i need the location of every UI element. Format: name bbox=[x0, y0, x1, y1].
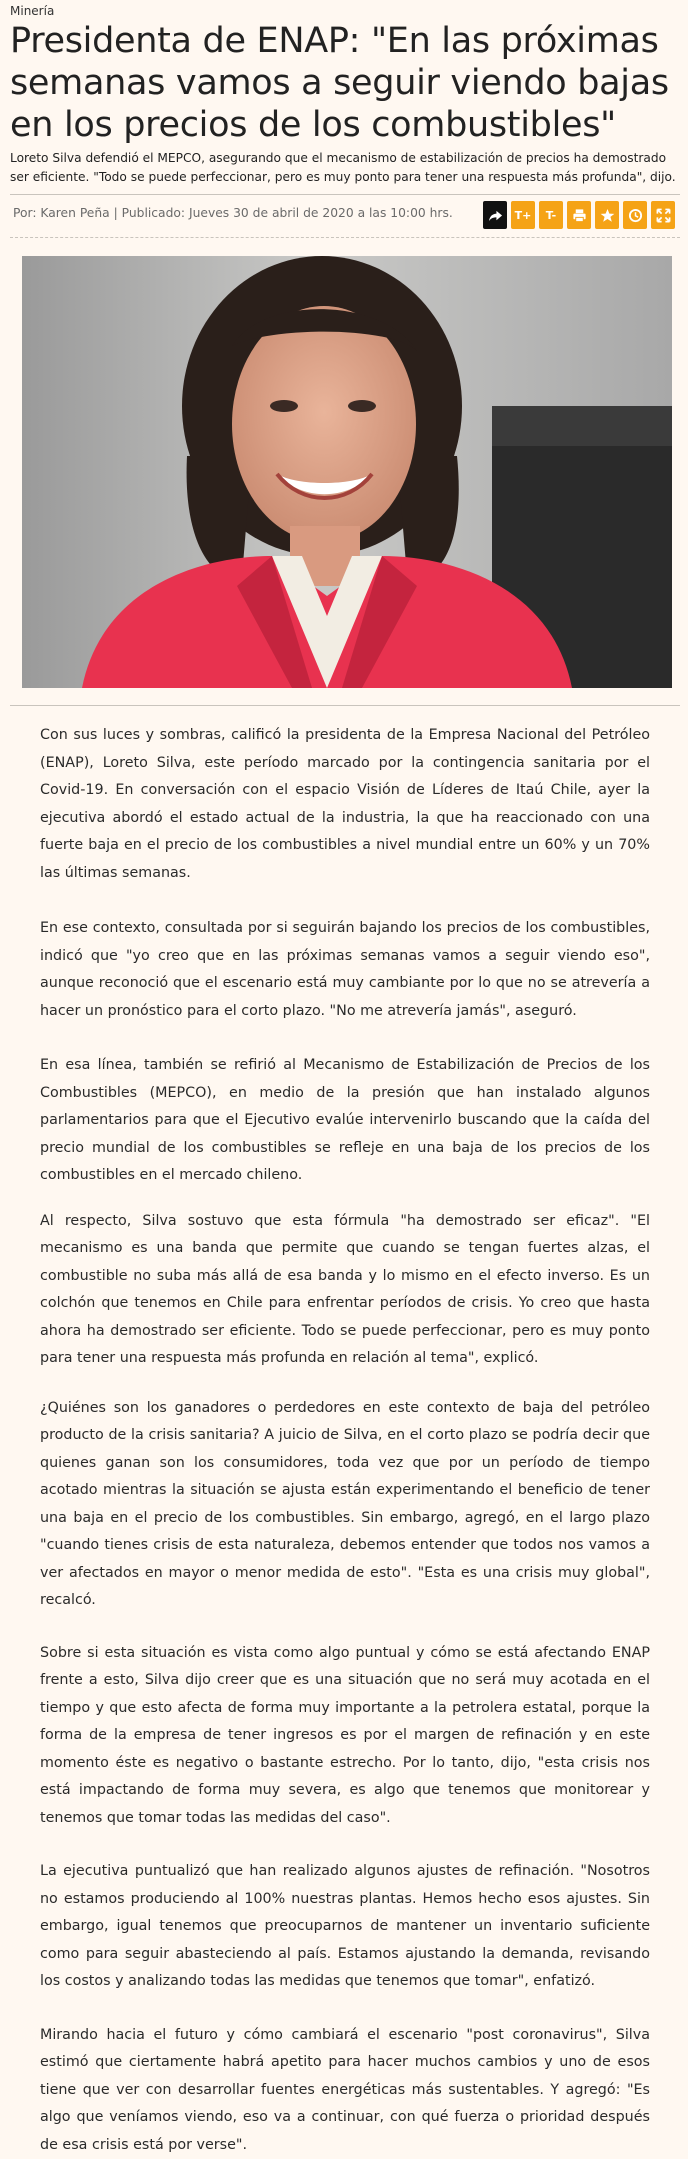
paragraph-2: En ese contexto, consultada por si seguirán bajando los precios de los combustibles, indicó que "yo creo que en las próximas semanas vamos a seguir viendo eso", aunque reconoció que el escenario está muy cambiante por lo que no se atrevería a hacer un pronóstico para el corto plazo. "No me atrevería jamás", aseguró. bbox=[40, 915, 650, 1025]
paragraph-5: ¿Quiénes son los ganadores o perdedores en este contexto de baja del petróleo producto de la crisis sanitaria? A juicio de Silva, en el corto plazo se podría decir que quienes ganan son los consumidores, toda vez que por un período de tiempo acotado mientras la situación se ajusta están experimentando el beneficio de tener una baja en el precio de los combustibles. Sin embargo, agregó, en el largo plazo "cuando tienes crisis de esta naturaleza, debemos entender que todos nos vamos a ver afectados en mayor o menor medida de esto". "Esta es una crisis muy global", recalcó. bbox=[40, 1395, 650, 1615]
article-lead: Loreto Silva defendió el MEPCO, asegurando que el mecanismo de estabilización de precios ha demostrado ser eficiente. "Todo se puede perfeccionar, pero es muy ponto para tener una respuesta más profunda", dijo. bbox=[10, 149, 680, 187]
divider-byline bbox=[10, 237, 680, 238]
print-button[interactable] bbox=[567, 201, 591, 229]
divider-photo bbox=[10, 705, 680, 706]
expand-icon bbox=[656, 208, 671, 223]
section-label[interactable]: Minería bbox=[10, 4, 54, 18]
font-decrease-button[interactable]: T- bbox=[539, 201, 563, 229]
paragraph-6: Sobre si esta situación es vista como algo puntual y cómo se está afectando ENAP frente a esto, Silva dijo creer que es una situación que no será muy acotada en el tiempo y que esto afecta de forma muy importante a la petrolera estatal, porque la forma de la empresa de tener ingresos es por el margen de refinación y en este momento éste es negativo o bastante estrecho. Por lo tanto, dijo, "esta crisis nos está impactando de forma muy severa, es algo que tenemos que monitorear y tenemos que tomar todas las medidas del caso". bbox=[40, 1640, 650, 1833]
paragraph-1: Con sus luces y sombras, calificó la presidenta de la Empresa Nacional del Petróleo (ENAP), Loreto Silva, este período marcado por la contingencia sanitaria por el Covid-19. En conversación con el espacio Visión de Líderes de Itaú Chile, ayer la ejecutiva abordó el estado actual de la industria, la que ha reaccionado con una fuerte baja en el precio de los combustibles a nivel mundial entre un 60% y un 70% las últimas semanas. bbox=[40, 722, 650, 887]
history-button[interactable] bbox=[623, 201, 647, 229]
share-button[interactable] bbox=[483, 201, 507, 229]
font-increase-button[interactable]: T+ bbox=[511, 201, 535, 229]
article-body bbox=[40, 722, 650, 2159]
star-icon bbox=[600, 208, 615, 223]
article-toolbar bbox=[483, 201, 675, 229]
fullscreen-button[interactable] bbox=[651, 201, 675, 229]
paragraph-7: La ejecutiva puntualizó que han realizado algunos ajustes de refinación. "Nosotros no estamos produciendo al 100% nuestras plantas. Hemos hecho esos ajustes. Sin embargo, igual tenemos que preocuparnos de mantener un inventario suficiente como para seguir abasteciendo al país. Estamos ajustando la demanda, revisando los costos y analizando todas las medidas que tenemos que tomar", enfatizó. bbox=[40, 1858, 650, 1996]
print-icon bbox=[572, 208, 587, 223]
favorite-button[interactable] bbox=[595, 201, 619, 229]
article-photo bbox=[22, 256, 672, 688]
paragraph-4: Al respecto, Silva sostuvo que esta fórmula "ha demostrado ser eficaz". "El mecanismo es una banda que permite que cuando se tengan fuertes alzas, el combustible no suba más allá de esa banda y lo mismo en el efecto inverso. Es un colchón que tenemos en Chile para enfrentar períodos de crisis. Yo creo que hasta ahora ha demostrado ser eficiente. Todo se puede perfeccionar, pero es muy ponto para tener una respuesta más profunda en relación al tema", explicó. bbox=[40, 1208, 650, 1373]
portrait-image bbox=[22, 256, 672, 688]
paragraph-8: Mirando hacia el futuro y cómo cambiará el escenario "post coronavirus", Silva estimó que ciertamente habrá apetito para hacer muchos cambios y uno de esos tiene que ver con desarrollar fuentes energéticas más sustentables. Y agregó: "Es algo que veníamos viendo, eso va a continuar, con qué fuerza o prioridad después de esa crisis está por verse". bbox=[40, 2022, 650, 2159]
article-byline: Por: Karen Peña | Publicado: Jueves 30 de abril de 2020 a las 10:00 hrs. bbox=[13, 206, 453, 220]
share-arrow-icon bbox=[488, 208, 503, 223]
divider-top bbox=[10, 194, 680, 195]
clock-icon bbox=[628, 208, 643, 223]
paragraph-3: En esa línea, también se refirió al Mecanismo de Estabilización de Precios de los Combustibles (MEPCO), en medio de la presión que han instalado algunos parlamentarios para que el Ejecutivo evalúe intervenirlo buscando que la caída del precio mundial de los combustibles se refleje en una baja de los precios de los combustibles en el mercado chileno. bbox=[40, 1052, 650, 1190]
article-headline: Presidenta de ENAP: "En las próximas semanas vamos a seguir viendo bajas en los precios de los combustibles" bbox=[10, 20, 680, 146]
